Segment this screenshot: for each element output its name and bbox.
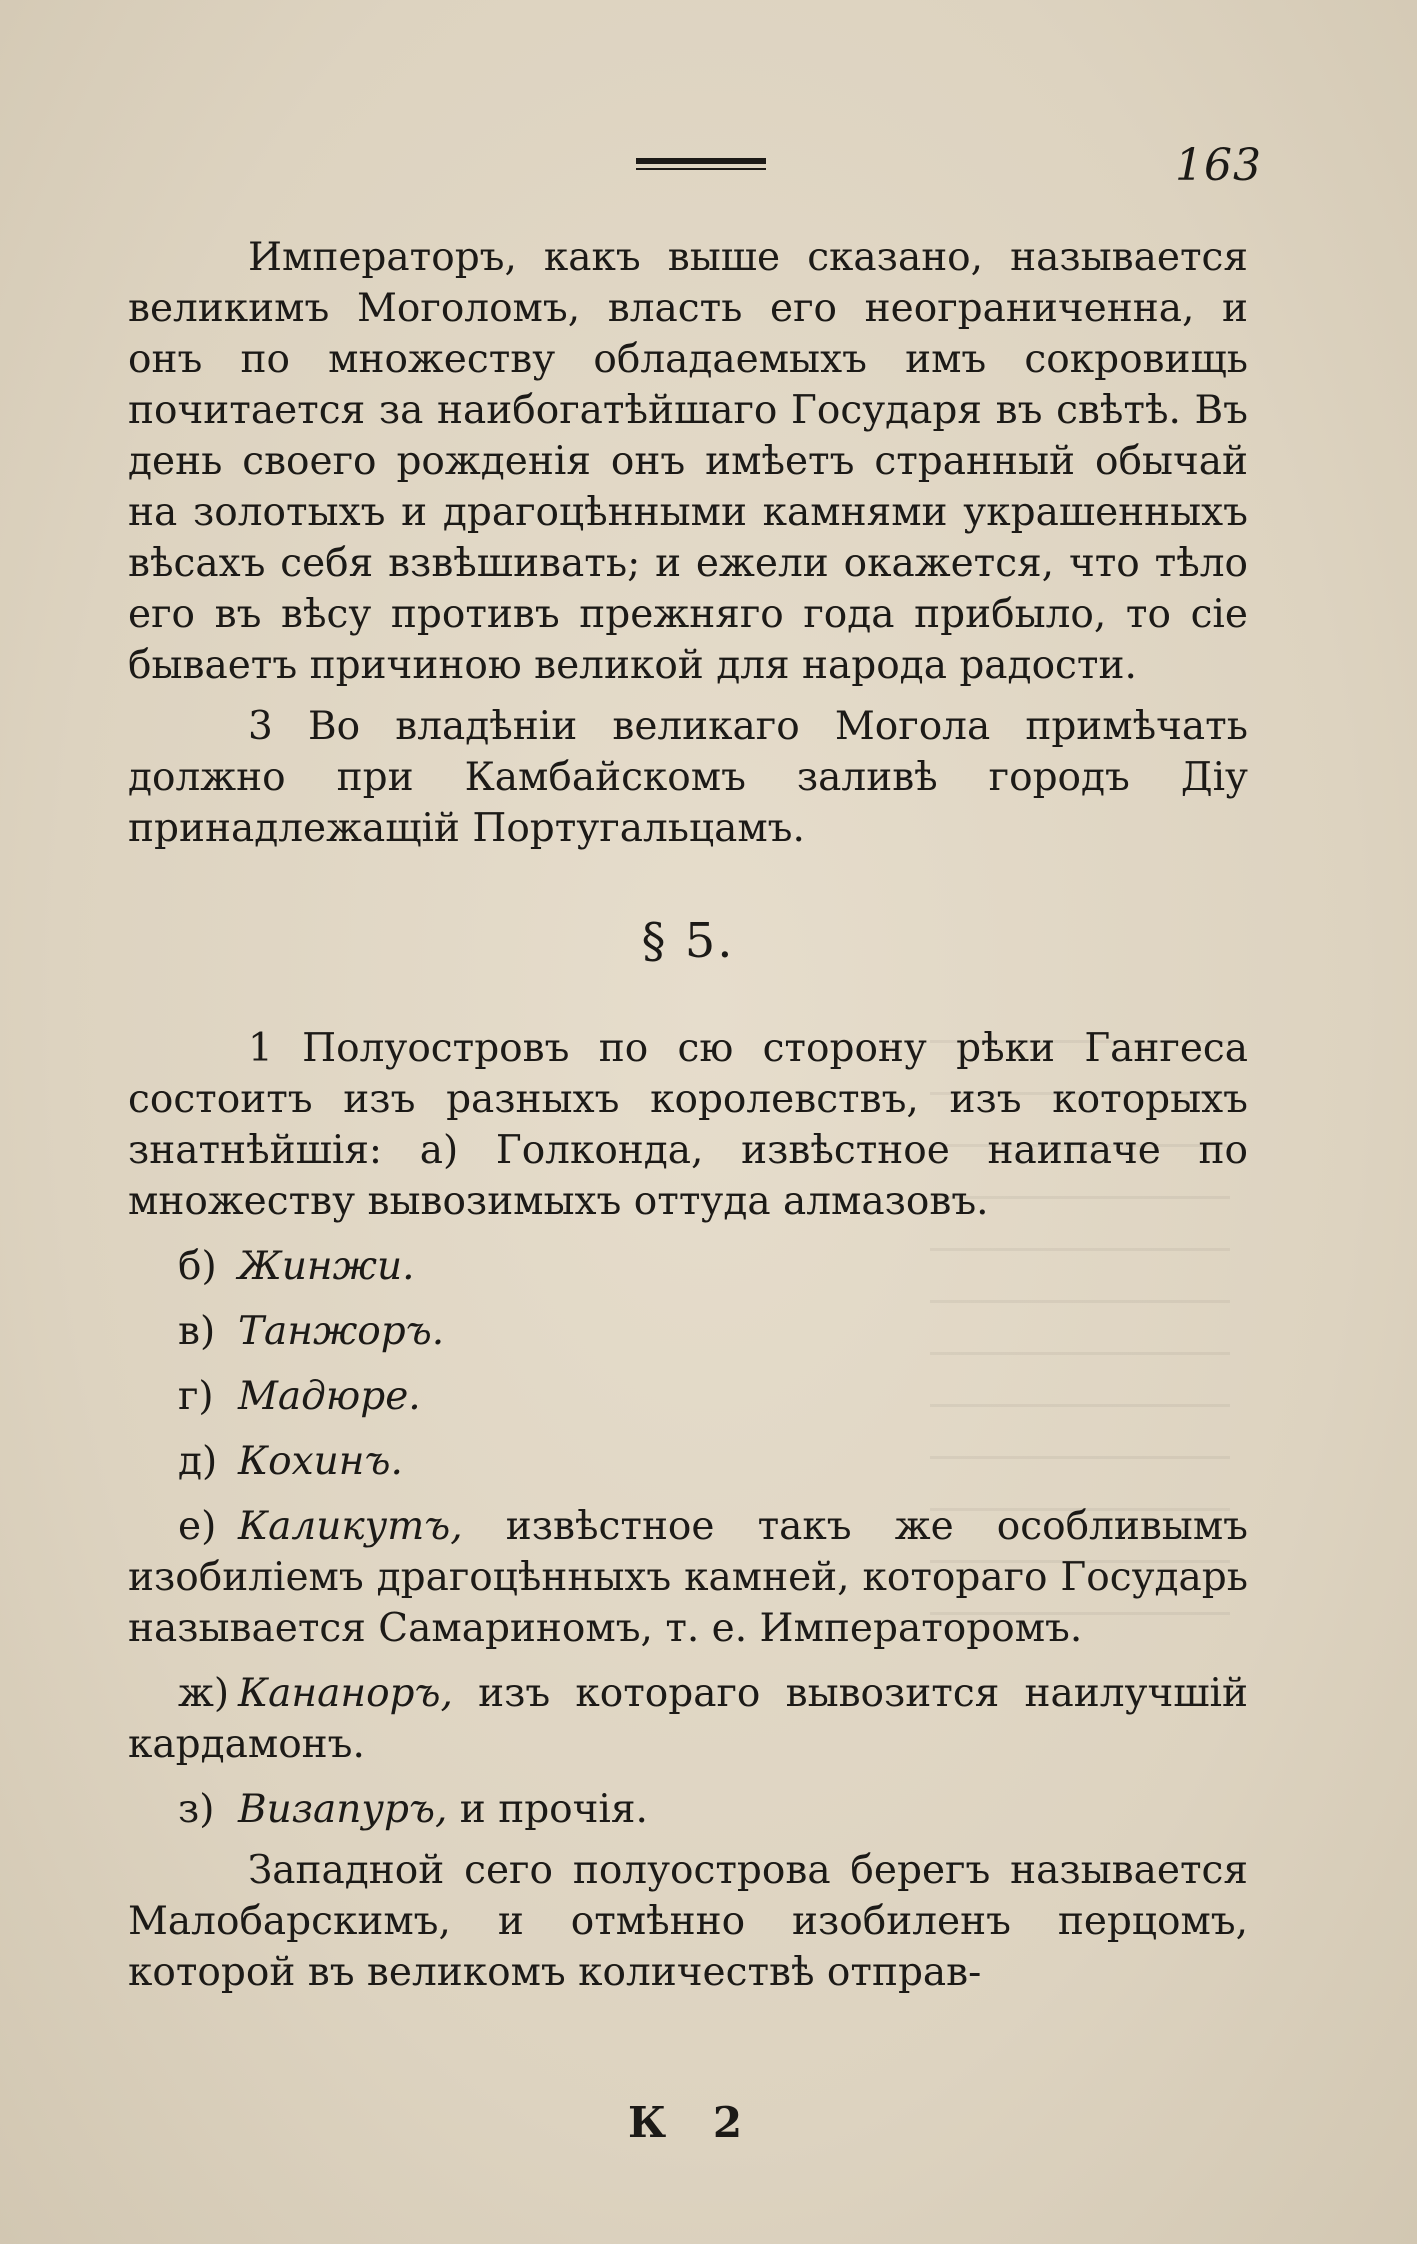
- paragraph-diu: 3 Во владѣніи великаго Могола примѣчать должно при Камбайскомъ заливѣ городъ Діу принадлежащій Португальцамъ.: [128, 704, 1248, 851]
- list-item-kananor: [128, 1668, 1248, 1770]
- list-item-letter: в): [178, 1309, 216, 1354]
- list-item-letter: з): [178, 1787, 215, 1832]
- list-item-kokhin: [128, 1436, 1248, 1487]
- body-text: [128, 232, 1248, 1998]
- section-heading: § 5.: [641, 913, 735, 969]
- list-item-text: извѣстное такъ же особливымъ изобиліемъ драгоцѣнныхъ камней, котораго Государь называется Самариномъ, т. е. Императоромъ.: [128, 1504, 1248, 1651]
- list-item-zhinzhi: [128, 1241, 1248, 1292]
- paragraph-malabar: Западной сего полуострова берегъ называется Малобарскимъ, и отмѣнно изобиленъ перцомъ, которой въ великомъ количествѣ отправ-: [128, 1848, 1248, 1995]
- list-item-letter: г): [178, 1374, 214, 1419]
- list-item-name: Кананоръ,: [238, 1671, 453, 1716]
- list-item-letter: б): [178, 1244, 217, 1289]
- list-item-kalikut: [128, 1501, 1248, 1654]
- list-item-name: Кохинъ.: [238, 1439, 403, 1484]
- paragraph-peninsula: 1 Полуостровъ по сю сторону рѣки Гангеса состоитъ изъ разныхъ королевствъ, изъ которыхъ знатнѣйшія: а) Голконда, извѣстное наипаче по множеству вывозимыхъ оттуда алмазовъ.: [128, 1026, 1248, 1224]
- list-item-letter: е): [178, 1504, 217, 1549]
- list-item-name: Танжоръ.: [238, 1309, 445, 1354]
- list-item-name: Мадюре.: [238, 1374, 421, 1419]
- header-rule-thin: [636, 168, 766, 170]
- list-item-name: Визапуръ,: [238, 1787, 448, 1832]
- list-item-tanzhor: [128, 1306, 1248, 1357]
- list-item-name: Жинжи.: [238, 1244, 415, 1289]
- header-rule: [636, 158, 766, 170]
- list-item-madyure: [128, 1371, 1248, 1422]
- list-item-text: изъ котораго вывозится наилучшій кардамонъ.: [128, 1671, 1248, 1767]
- list-item-letter: ж): [178, 1671, 230, 1716]
- list-item-name: Каликутъ,: [238, 1504, 463, 1549]
- page-number: 163: [1175, 140, 1262, 191]
- list-item-text: и прочія.: [447, 1787, 648, 1832]
- list-item-letter: д): [178, 1439, 218, 1484]
- list-item-vizapur: [128, 1784, 1248, 1835]
- paragraph-emperor: Императоръ, какъ выше сказано, называется великимъ Моголомъ, власть его неограниченна, и онъ по множеству обладаемыхъ имъ сокровищь почитается за наибогатѣйшаго Государя въ свѣтѣ. Въ день своего рожденія онъ имѣетъ странный обычай на золотыхъ и драгоцѣнными камнями украшенныхъ вѣсахъ себя взвѣшивать; и ежели окажется, что тѣло его въ вѣсу противъ прежняго года прибыло, то сіе бываетъ причиною великой для народа радости.: [128, 235, 1248, 688]
- signature-mark: К 2: [628, 2098, 759, 2147]
